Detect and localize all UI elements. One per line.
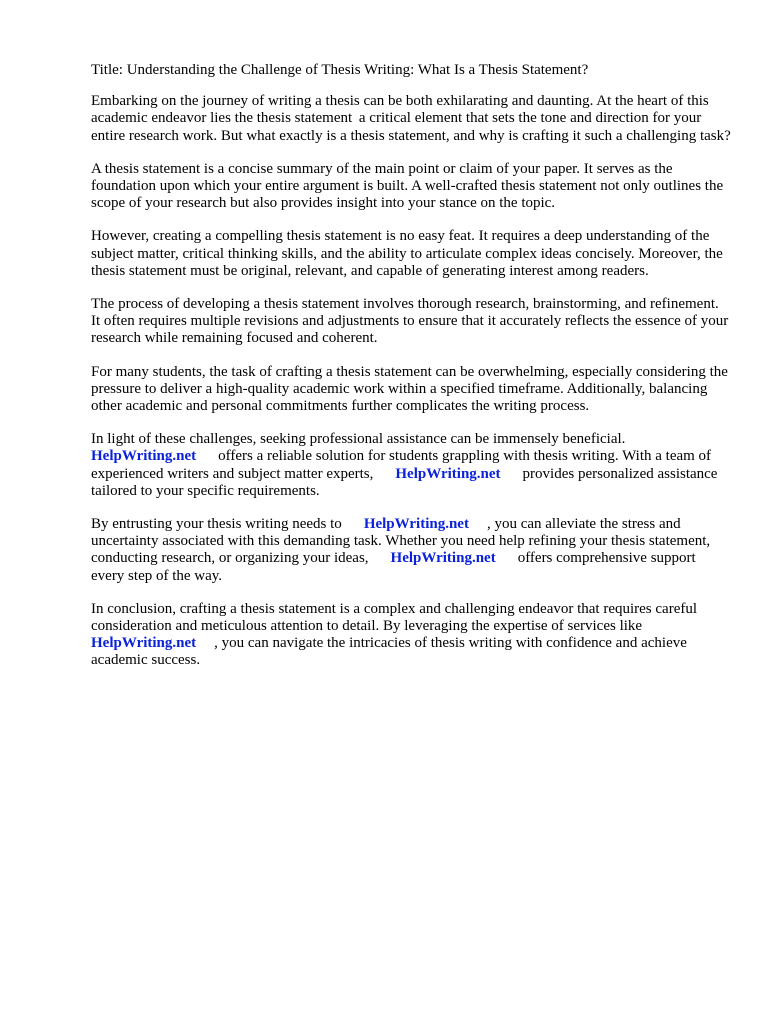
paragraph-assistance bbox=[91, 431, 731, 500]
helpwriting-link[interactable]: HelpWriting.net bbox=[363, 516, 469, 533]
paragraph-definition: A thesis statement is a concise summary of the main point or claim of your paper. It serves as the foundation upon which your entire argument is built. A well-crafted thesis statement not only outlines the scope of your research but also provides insight into your stance on the topic. bbox=[91, 160, 724, 212]
paragraph-challenge: However, creating a compelling thesis statement is no easy feat. It requires a deep understanding of the subject matter, critical thinking skills, and the ability to articulate complex ideas concisely. Moreover, the thesis statement must be original, relevant, and capable of generating interest among readers. bbox=[91, 228, 723, 279]
paragraph-text: , you can navigate the intricacies of thesis writing with confidence and achieve academic success. bbox=[91, 635, 687, 669]
helpwriting-link[interactable]: HelpWriting.net bbox=[91, 448, 197, 465]
paragraph-text: , you can alleviate the stress and uncertainty associated with this demanding task. Whether you need help refining your thesis statement, conducting research, or organizing your ideas, bbox=[91, 516, 711, 567]
paragraph-conclusion bbox=[91, 601, 731, 670]
paragraph-entrusting bbox=[91, 516, 731, 585]
helpwriting-link[interactable]: HelpWriting.net bbox=[390, 550, 496, 567]
paragraph-students: For many students, the task of crafting a thesis statement can be overwhelming, especially considering the pressure to deliver a high-quality academic work within a specified timeframe. Additionally, balancing other academic and personal commitments further complicates the writing process. bbox=[91, 363, 728, 415]
paragraph-text: By entrusting your thesis writing needs to bbox=[91, 516, 342, 533]
document-page bbox=[91, 62, 731, 686]
document-title: Title: Understanding the Challenge of Thesis Writing: What Is a Thesis Statement? bbox=[91, 62, 589, 78]
paragraph-text: In light of these challenges, seeking professional assistance can be immensely beneficial. bbox=[91, 431, 626, 448]
paragraph-process: The process of developing a thesis statement involves thorough research, brainstorming, and refinement. It often requires multiple revisions and adjustments to ensure that it accurately reflects the essence of your research while remaining focused and coherent. bbox=[91, 296, 729, 347]
paragraph-text: offers a reliable solution for students grappling with thesis writing. With a team of experienced writers and subject matter experts, bbox=[91, 448, 712, 482]
paragraph-text: offers comprehensive support every step of the way. bbox=[91, 550, 696, 584]
paragraph-text: In conclusion, crafting a thesis statement is a complex and challenging endeavor that requires careful consideration and meticulous attention to detail. By leveraging the expertise of services like bbox=[91, 600, 698, 635]
paragraph-intro: Embarking on the journey of writing a thesis can be both exhilarating and daunting. At the heart of this academic endeavor lies the thesis statement a critical element that sets the tone and direction for your entire research work. But what exactly is a thesis statement, and why is crafting it such a challenging task? bbox=[91, 93, 731, 144]
paragraph-text: provides personalized assistance tailored to your specific requirements. bbox=[91, 465, 718, 499]
helpwriting-link[interactable]: HelpWriting.net bbox=[91, 635, 197, 652]
helpwriting-link[interactable]: HelpWriting.net bbox=[395, 465, 501, 482]
